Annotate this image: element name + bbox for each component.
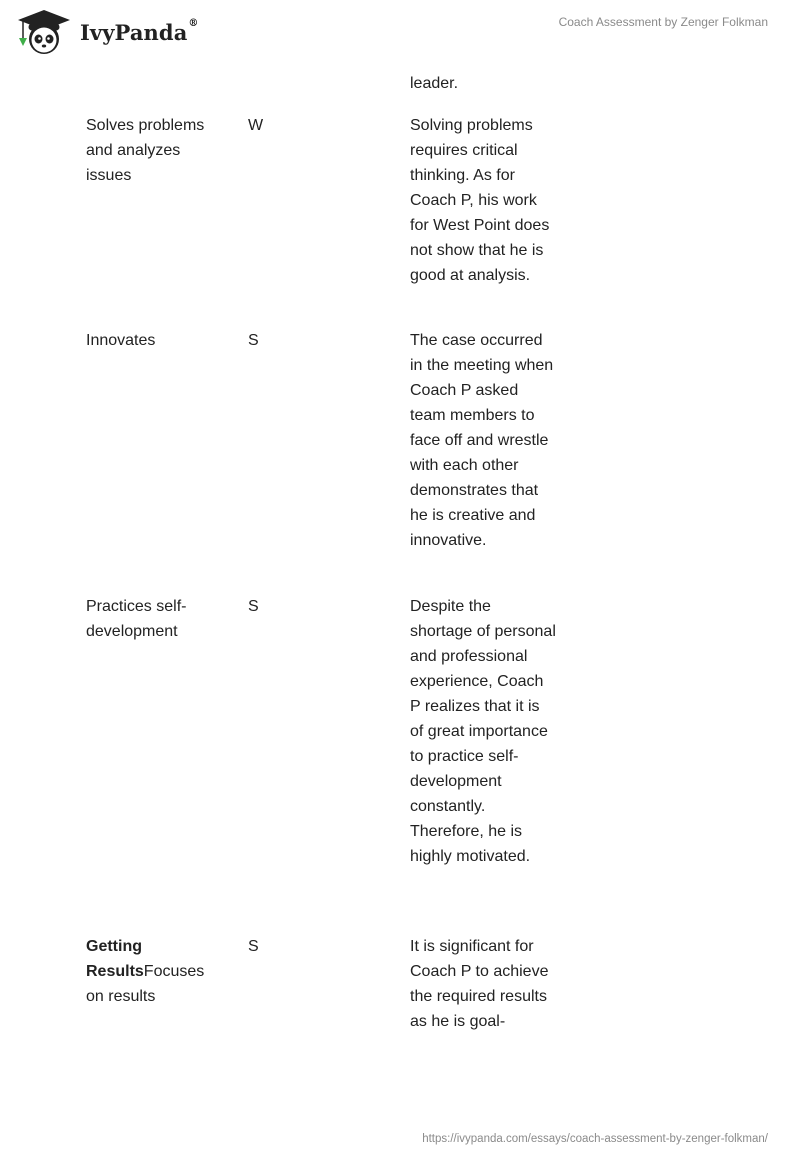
competency-cell: Innovates (86, 332, 156, 349)
category-label: Getting Results (86, 938, 144, 980)
competency-label: Focuses on results (86, 963, 205, 1005)
explanation-cell: The case occurred in the meeting when Coach P asked team members to face off and wrestle with each other demonstrates that he is creative and innovative. (410, 332, 554, 549)
continued-explanation: leader. (410, 75, 459, 92)
competency-cell (86, 934, 214, 1009)
explanation-cell: Solving problems requires critical thinking. As for Coach P, his work for West Point does not show that he is good at analysis. (410, 117, 550, 284)
document-title: Coach Assessment by Zenger Folkman (558, 15, 768, 29)
ivypanda-logo[interactable] (14, 8, 199, 56)
source-url[interactable]: https://ivypanda.com/essays/coach-assessment-by-zenger-folkman/ (422, 1133, 768, 1145)
rating-cell: S (248, 332, 259, 349)
rating-cell: S (248, 598, 259, 615)
panda-graduation-icon (14, 8, 74, 56)
explanation-cell: It is significant for Coach P to achieve the required results as he is goal- (410, 938, 549, 1030)
page-header (0, 0, 800, 64)
logo-wordmark: IvyPanda® (80, 17, 199, 45)
rating-cell: S (248, 938, 259, 955)
registered-mark: ® (188, 17, 199, 29)
competency-cell: Solves problems and analyzes issues (86, 117, 205, 184)
competency-cell: Practices self-development (86, 598, 187, 640)
rating-cell: W (248, 117, 264, 134)
explanation-cell: Despite the shortage of personal and professional experience, Coach P realizes that it is of great importance to practice self-development constantly. Therefore, he is highly motivated. (410, 598, 556, 865)
